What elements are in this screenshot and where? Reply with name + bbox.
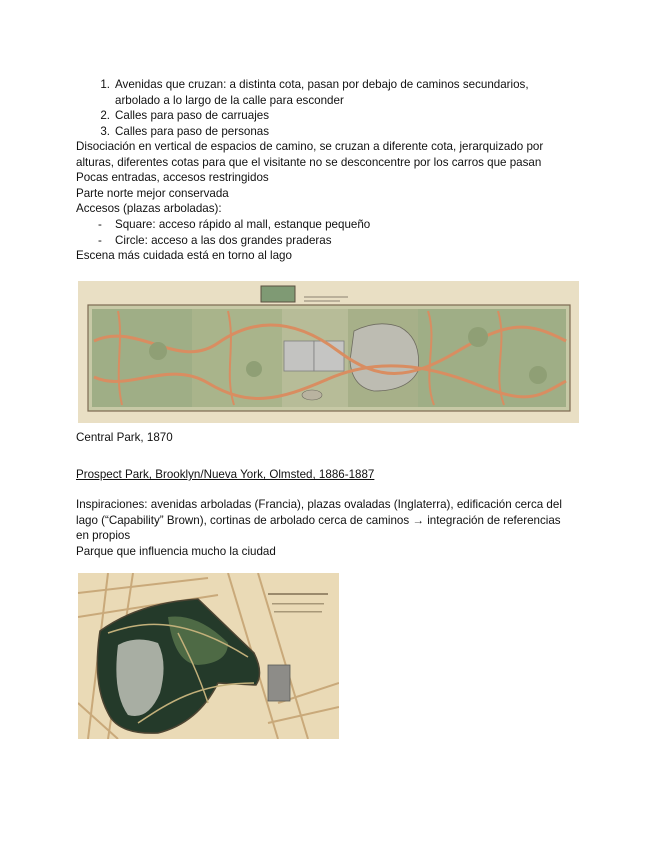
bullet-dash: - bbox=[98, 234, 102, 247]
list-item-text: Calles para paso de personas bbox=[115, 125, 270, 138]
list-number: 1. bbox=[100, 78, 110, 91]
central-park-map-image bbox=[78, 281, 579, 423]
paragraph-line: Disociación en vertical de espacios de camino, se cruzan a diferente cota, jerarquizado por bbox=[76, 140, 544, 153]
bullet-item-text: Circle: acceso a las dos grandes praderas bbox=[115, 234, 332, 247]
section-heading: Prospect Park, Brooklyn/Nueva York, Olmsted, 1886-1887 bbox=[76, 468, 375, 481]
paragraph-line: Escena más cuidada está en torno al lago bbox=[76, 249, 292, 262]
paragraph-line: lago (“Capability” Brown), cortinas de arbolado cerca de caminos → integración de referencias bbox=[76, 514, 561, 527]
list-item-text: Calles para paso de carruajes bbox=[115, 109, 270, 122]
bullet-dash: - bbox=[98, 218, 102, 231]
list-number: 3. bbox=[100, 125, 110, 138]
paragraph-line: Accesos (plazas arboladas): bbox=[76, 202, 222, 215]
paragraph-line: Inspiraciones: avenidas arboladas (Francia), plazas ovaladas (Inglaterra), edificación cerca del bbox=[76, 498, 562, 511]
paragraph-line: alturas, diferentes cotas para que el visitante no se desconcentre por los carros que pasan bbox=[76, 156, 542, 169]
paragraph-line: Parte norte mejor conservada bbox=[76, 187, 229, 200]
image-caption: Central Park, 1870 bbox=[76, 431, 173, 444]
prospect-park-map-image bbox=[78, 573, 339, 739]
list-item-text: Avenidas que cruzan: a distinta cota, pasan por debajo de caminos secundarios, bbox=[115, 78, 529, 91]
paragraph-line: Pocas entradas, accesos restringidos bbox=[76, 171, 269, 184]
paragraph-line: Parque que influencia mucho la ciudad bbox=[76, 545, 276, 558]
list-number: 2. bbox=[100, 109, 110, 122]
paragraph-line: en propios bbox=[76, 529, 131, 542]
bullet-item-text: Square: acceso rápido al mall, estanque pequeño bbox=[115, 218, 371, 231]
list-item-text: arbolado a lo largo de la calle para esconder bbox=[115, 94, 344, 107]
